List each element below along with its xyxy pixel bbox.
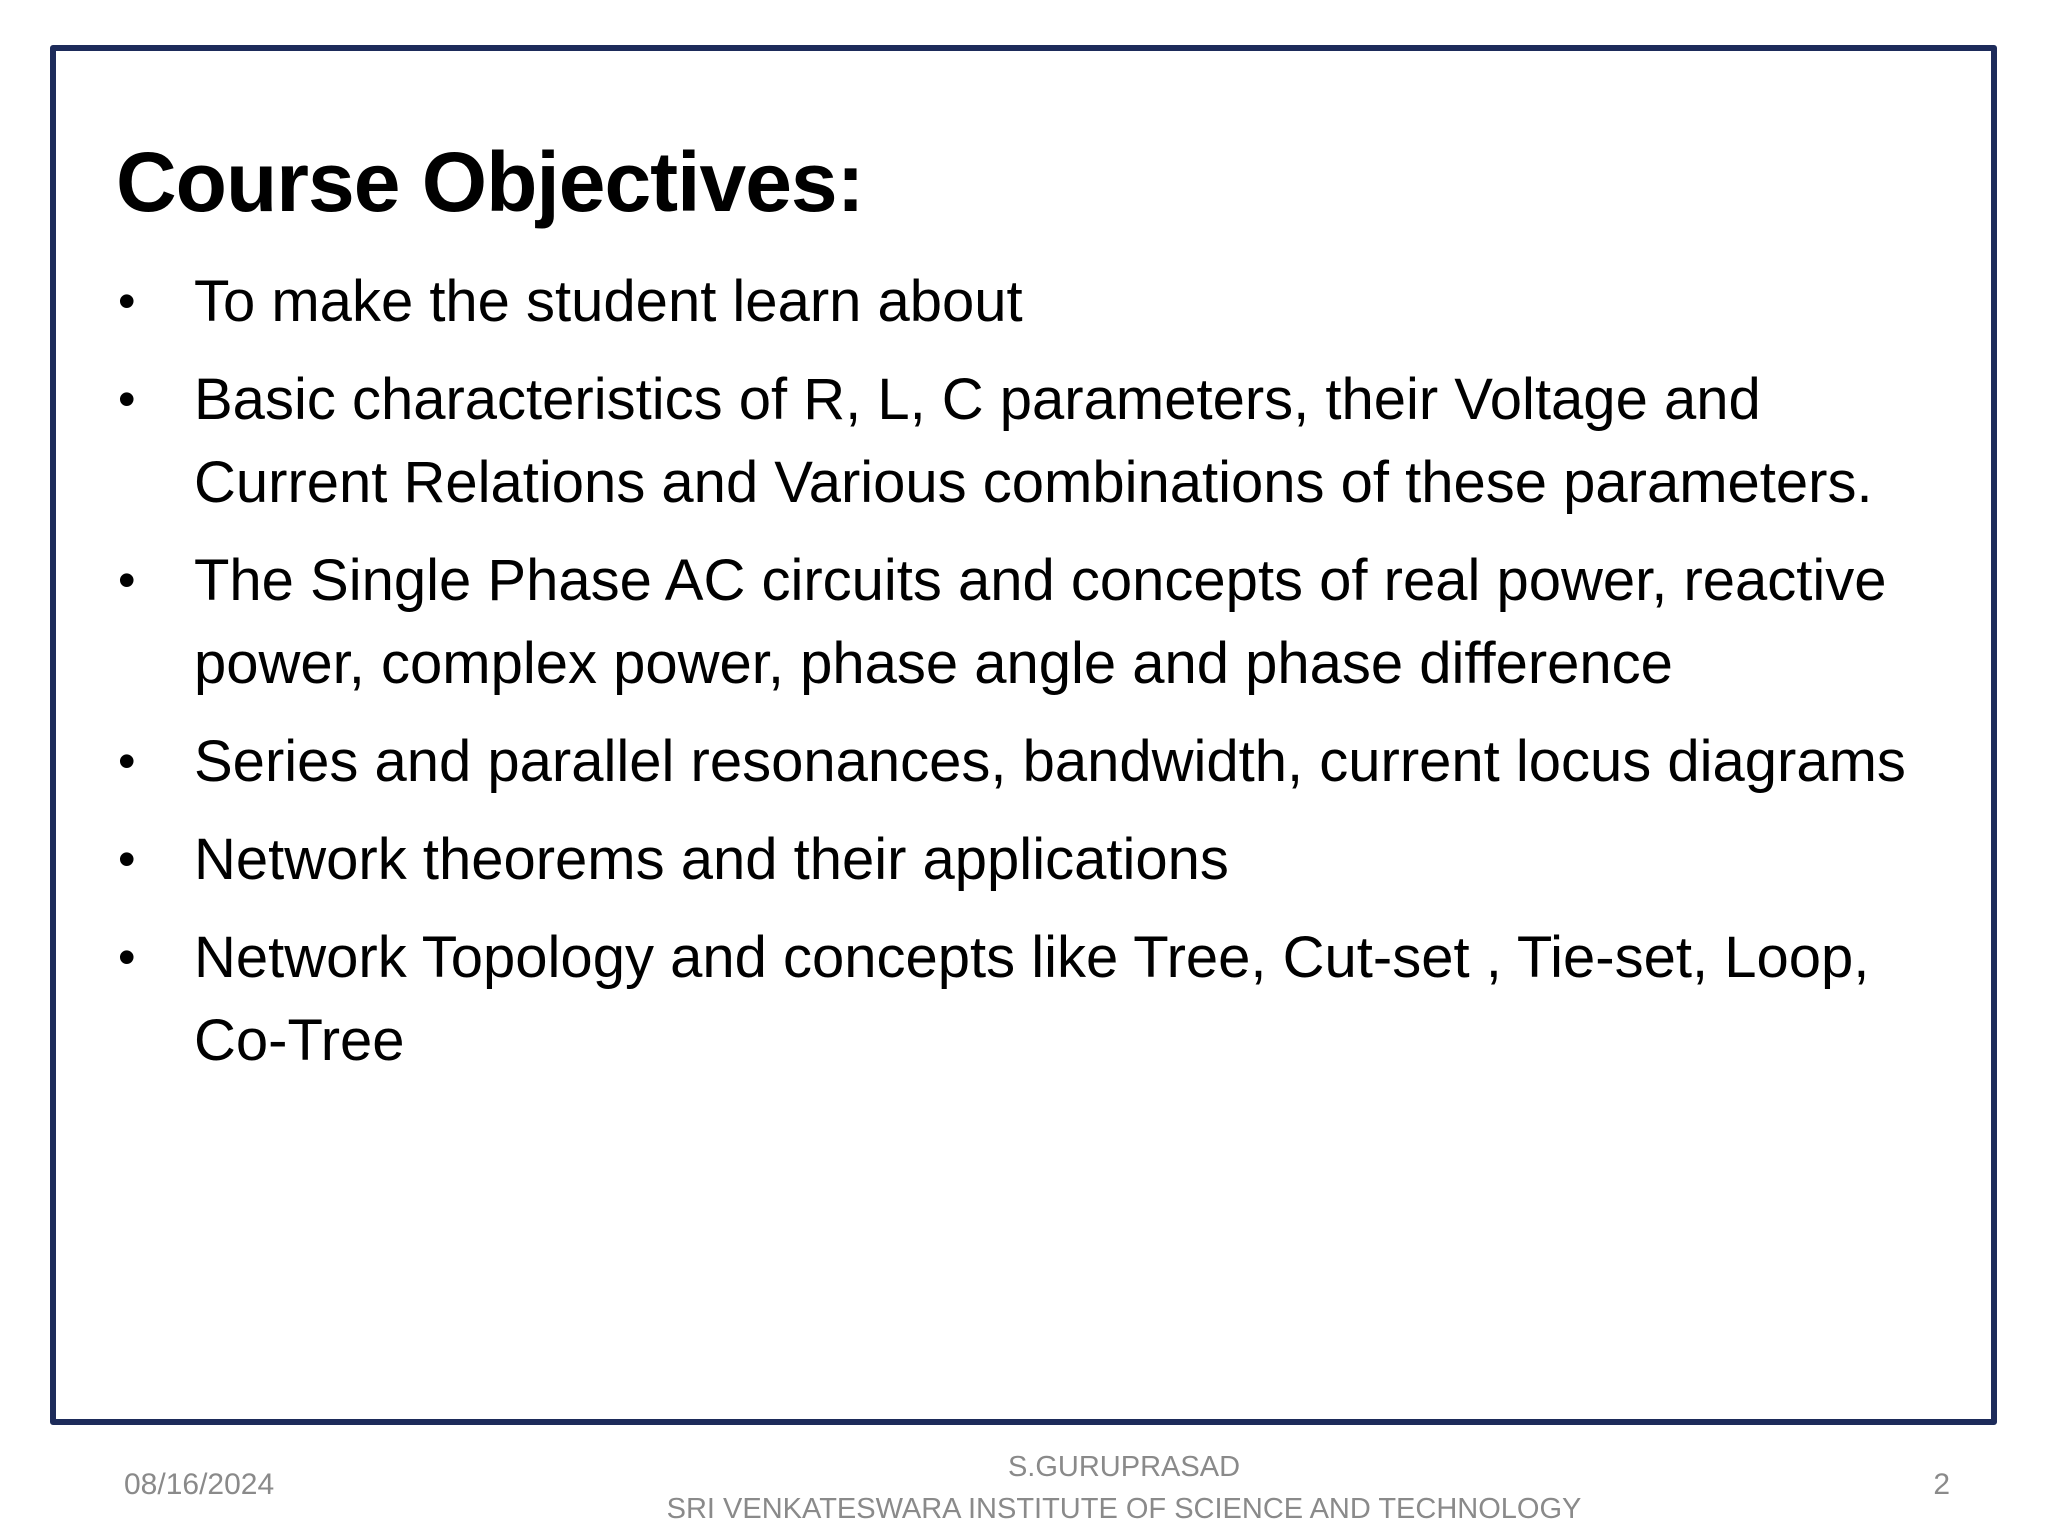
list-item xyxy=(116,358,1916,524)
list-item-text: Basic characteristics of R, L, C parameters, their Voltage and Current Relations and Various combinations of these parameters. xyxy=(194,367,1873,515)
list-item xyxy=(116,916,1916,1082)
list-item-text: Network Topology and concepts like Tree, Cut-set , Tie-set, Loop, Co-Tree xyxy=(194,925,1870,1073)
list-item-text: To make the student learn about xyxy=(194,269,1023,334)
bullet-icon: • xyxy=(118,552,136,608)
bullet-icon: • xyxy=(118,371,136,427)
bullet-icon: • xyxy=(118,273,136,329)
footer-institution: SRI VENKATESWARA INSTITUTE OF SCIENCE AND TECHNOLOGY xyxy=(666,1493,1582,1525)
list-item xyxy=(116,539,1916,705)
page-number: 2 xyxy=(1933,1468,1950,1501)
list-item xyxy=(116,720,1916,803)
footer-credits xyxy=(524,1446,1724,1530)
list-item-text: Network theorems and their applications xyxy=(194,827,1229,892)
list-item-text: The Single Phase AC circuits and concepts of real power, reactive power, complex power, phase angle and phase difference xyxy=(194,548,1887,696)
footer-author: S.GURUPRASAD xyxy=(1007,1451,1241,1483)
bullet-icon: • xyxy=(118,831,136,887)
slide-title: Course Objectives: xyxy=(116,135,864,229)
objectives-list xyxy=(116,260,1916,1097)
list-item xyxy=(116,818,1916,901)
list-item xyxy=(116,260,1916,343)
bullet-icon: • xyxy=(118,929,136,985)
bullet-icon: • xyxy=(118,733,136,789)
footer-date: 08/16/2024 xyxy=(124,1468,275,1501)
list-item-text: Series and parallel resonances, bandwidth, current locus diagrams xyxy=(194,729,1906,794)
